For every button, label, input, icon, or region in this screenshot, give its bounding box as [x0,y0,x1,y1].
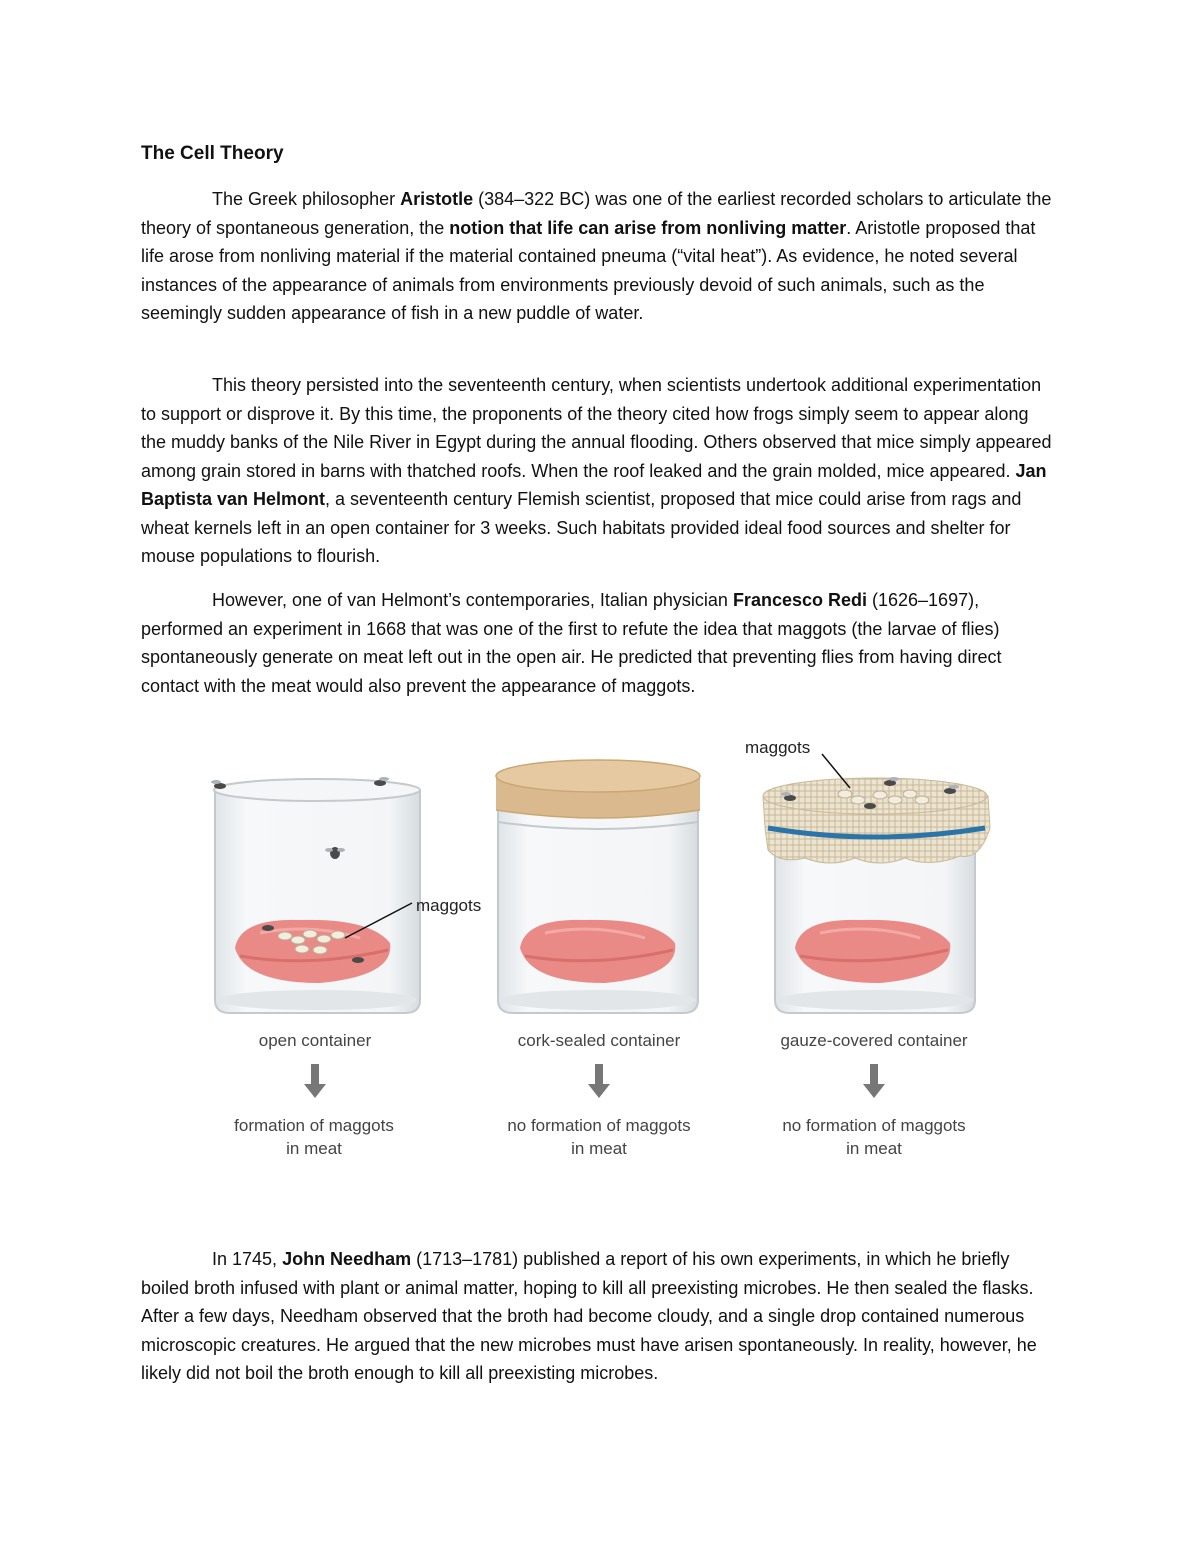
paragraph-text: In 1745, [212,1249,283,1269]
paragraph-text: , a seventeenth century Flemish scientist, proposed that mice could arise from rags and wheat kernels left in an open container for 3 weeks. Such habitats provided ideal food sources and shelter for mouse populations to flourish. [141,489,1022,566]
gauze-covered-container-label: gauze-covered container [780,1031,968,1050]
maggots-gauze-callout: maggots [745,738,811,757]
paragraph-text: The Greek philosopher [212,189,401,209]
gauze-result-line1: no formation of maggots [782,1116,966,1135]
paragraph-text: However, one of van Helmont’s contemporaries, Italian physician [212,590,733,610]
gauze-result-line2: in meat [846,1139,902,1158]
bold-term: Jan Baptista van Helmont [141,460,1047,509]
cork-sealed-container-label: cork-sealed container [517,1031,681,1050]
cork-result-line2: in meat [571,1139,627,1158]
open-result-line1: formation of maggots [234,1116,394,1135]
bold-term: Francesco Redi [732,590,867,610]
paragraph-text: (1713–1781) published a report of his own experiments, in which he briefly boiled broth infused with plant or animal matter, hoping to kill all preexisting microbes. He then sealed the flasks. After a few days, Needham observed that the broth had become cloudy, and a single drop contained numerous microscopic creatures. He argued that the new microbes must have arisen spontaneously. In reality, however, he likely did not boil the broth enough to kill all preexisting microbes. [141,1249,1037,1383]
open-container-label: open container [258,1031,372,1050]
paragraph-needham [141,1245,1057,1388]
paragraph-aristotle [141,185,1057,328]
paragraph-text: (1626–1697), performed an experiment in 1668 that was one of the first to refute the idea that maggots (the larvae of flies) spontaneously generate on meat left out in the open air. He predicted that preventing flies from having direct contact with the meat would also prevent the appearance of maggots. [141,590,1002,696]
bold-term: Aristotle [400,189,474,209]
bold-term: John Needham [282,1249,412,1269]
down-arrow-icon [304,1064,326,1098]
bold-term: notion that life can arise from nonliving matter [449,217,847,238]
document-title: The Cell Theory [141,143,284,164]
cork-result-line1: no formation of maggots [507,1116,691,1135]
paragraph-text: This theory persisted into the seventeenth century, when scientists undertook additional experimentation to support or disprove it. By this time, the proponents of the theory cited how frogs simply seem to appear along the muddy banks of the Nile River in Egypt during the annual flooding. Others observed that mice simply appeared among grain stored in barns with thatched roofs. When the roof leaked and the grain molded, mice appeared. [141,375,1052,481]
cork-sealed-container-jar [496,760,700,1013]
cork-lid [496,760,700,818]
maggots-open-callout: maggots [416,896,482,915]
paragraph-text: . Aristotle proposed that life arose from nonliving material if the material contained pneuma (“vital heat”). As evidence, he noted several instances of the appearance of animals from environments previously devoid of such animals, such as the seemingly sudden appearance of fish in a new puddle of water. [141,217,1036,323]
paragraph-redi [141,586,1057,700]
open-result-line2: in meat [286,1139,342,1158]
redi-experiment-illustration [190,728,1010,1168]
down-arrow-icon [588,1064,610,1098]
gauze-covered-container-jar [745,738,990,1013]
redi-experiment-figure [190,728,1010,1168]
open-container-jar [211,777,481,1013]
paragraph-van-helmont [141,371,1057,571]
down-arrow-icon [863,1064,885,1098]
paragraph-text: (384–322 BC) was one of the earliest recorded scholars to articulate the theory of spontaneous generation, the [141,189,1052,238]
